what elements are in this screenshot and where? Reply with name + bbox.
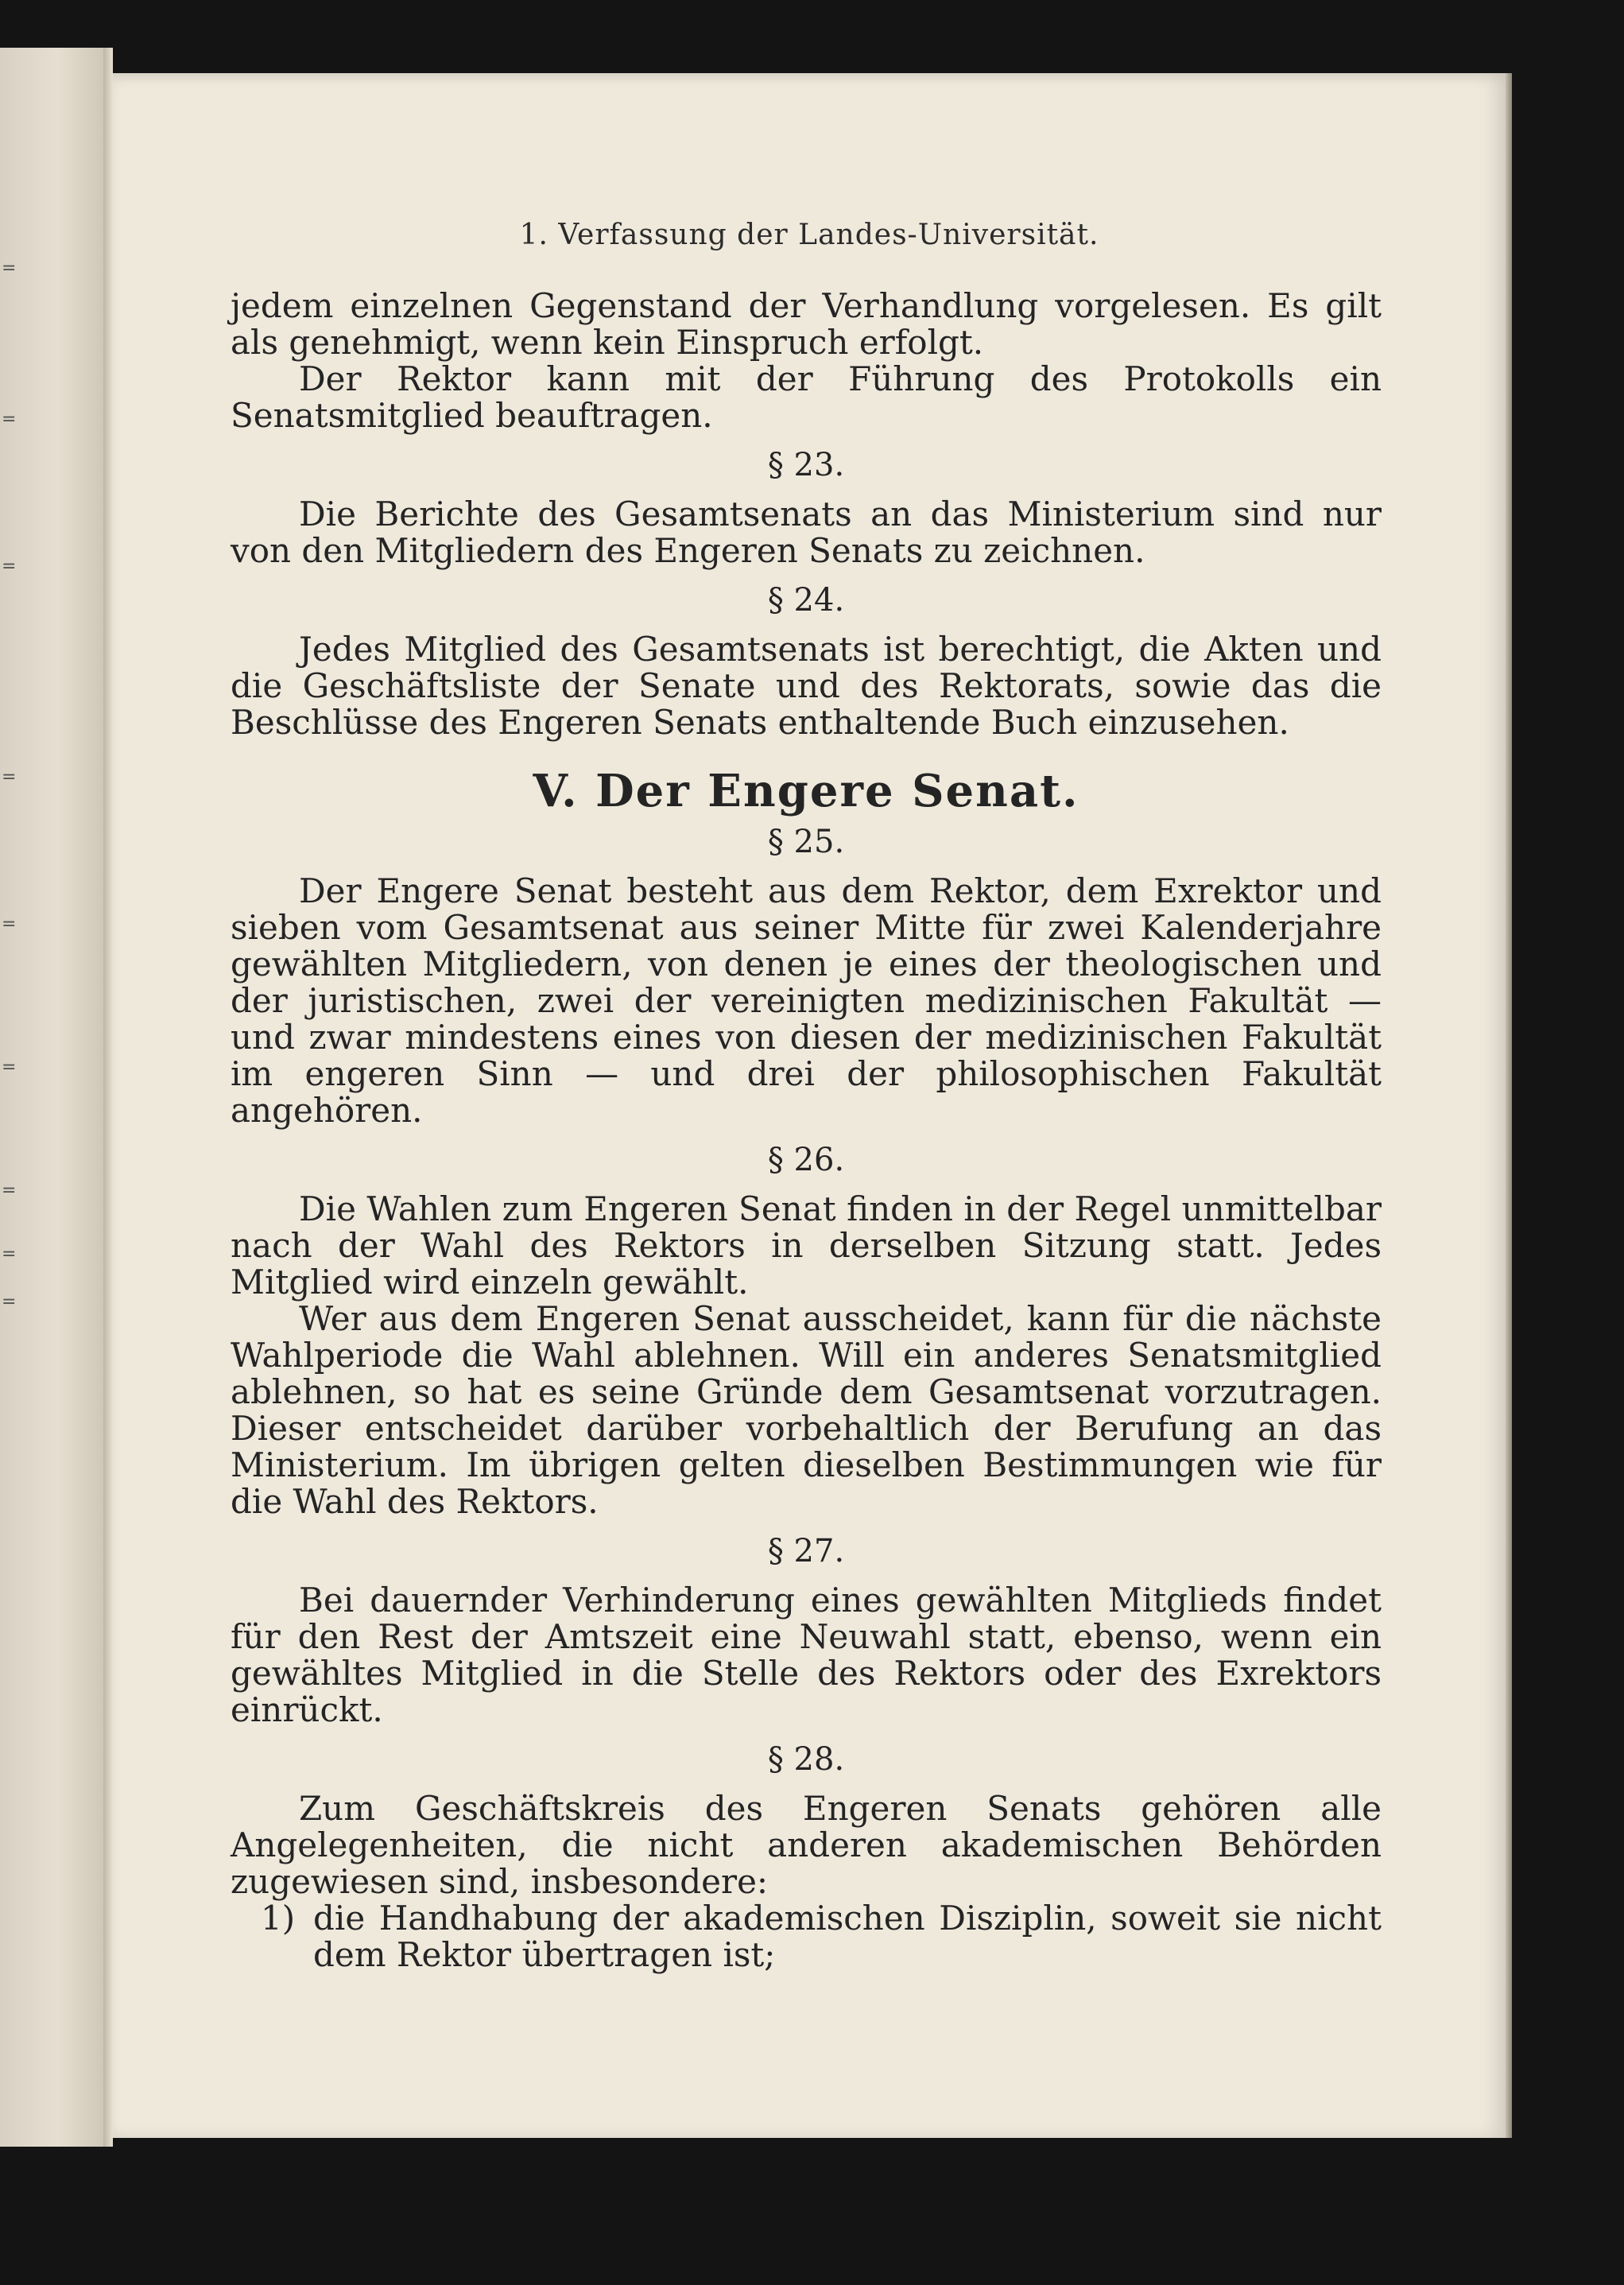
book-page bbox=[113, 73, 1506, 2138]
hyphen-mark: = bbox=[2, 914, 17, 934]
hyphen-mark: = bbox=[2, 1057, 17, 1077]
section-heading: § 27. bbox=[767, 1533, 845, 1569]
section-heading: § 26. bbox=[767, 1142, 845, 1178]
book-gutter bbox=[103, 48, 113, 2147]
hyphen-mark: = bbox=[2, 258, 17, 278]
list-item bbox=[231, 1900, 1382, 1973]
hyphen-mark: = bbox=[2, 1181, 17, 1201]
running-header: 1. Verfassung der Landes-Universität. bbox=[519, 219, 1099, 251]
page-body bbox=[231, 288, 1382, 1973]
hyphen-mark: = bbox=[2, 1244, 17, 1264]
paragraph: Wer aus dem Engeren Senat ausscheidet, kann für die nächste Wahlperiode die Wahl ablehnen. Will ein anderes Senatsmitglied ablehnen, so hat es seine Gründe dem Gesamtsenat vorzutragen. Dieser entscheidet darüber vorbehaltlich der Berufung an das Ministerium. Im übrigen gelten dieselben Bestimmungen wie für die Wahl des Rektors. bbox=[231, 1299, 1382, 1521]
hyphen-mark: = bbox=[2, 767, 17, 787]
section-heading: § 25. bbox=[767, 824, 845, 860]
list-item-number: 1) bbox=[261, 1899, 296, 1938]
paragraph: Der Engere Senat besteht aus dem Rektor, dem Exrektor und sieben vom Gesamtsenat aus seiner Mitte für zwei Kalenderjahre gewählten Mitgliedern, von denen je eines der theologischen und der juristischen, zwei der vereinigten medizinischen Fakultät — und zwar mindestens eines von diesen der medizinischen Fakultät im engeren Sinn — und drei der philosophischen Fakultät angehören. bbox=[231, 871, 1382, 1130]
hyphen-mark: = bbox=[2, 1292, 17, 1312]
paragraph: Der Rektor kann mit der Führung des Protokolls ein Senatsmitglied beauftragen. bbox=[231, 359, 1382, 435]
paragraph: Die Berichte des Gesamtsenats an das Ministerium sind nur von den Mitgliedern des Engeren Senats zu zeichnen. bbox=[231, 495, 1382, 570]
section-heading: § 28. bbox=[767, 1741, 845, 1778]
paragraph: jedem einzelnen Gegenstand der Verhandlung vorgelesen. Es gilt als genehmigt, wenn kein Einspruch erfolgt. bbox=[231, 286, 1382, 362]
section-heading: § 24. bbox=[767, 582, 845, 619]
section-heading: § 23. bbox=[767, 447, 845, 483]
facing-page-marks bbox=[2, 48, 17, 2147]
paragraph: Jedes Mitglied des Gesamtsenats ist berechtigt, die Akten und die Geschäftsliste der Senate und des Rektorats, sowie das die Beschlüsse des Engeren Senats enthaltende Buch einzusehen. bbox=[231, 630, 1382, 742]
hyphen-mark: = bbox=[2, 557, 17, 576]
paragraph: Die Wahlen zum Engeren Senat finden in der Regel unmittelbar nach der Wahl des Rektors in derselben Sitzung statt. Jedes Mitglied wird einzeln gewählt. bbox=[231, 1189, 1382, 1302]
paragraph: Bei dauernder Verhinderung eines gewählten Mitglieds findet für den Rest der Amtszeit eine Neuwahl statt, ebenso, wenn ein gewähltes Mitglied in die Stelle des Rektors oder des Exrektors einrückt. bbox=[231, 1581, 1382, 1729]
facing-page bbox=[0, 48, 103, 2147]
list-item-text: die Handhabung der akademischen Disziplin, soweit sie nicht dem Rektor übertragen ist; bbox=[313, 1899, 1382, 1974]
chapter-heading: V. Der Engere Senat. bbox=[533, 765, 1079, 817]
paragraph: Zum Geschäftskreis des Engeren Senats gehören alle Angelegenheiten, die nicht anderen akademischen Behörden zugewiesen sind, insbesondere: bbox=[231, 1789, 1382, 1901]
hyphen-mark: = bbox=[2, 409, 17, 429]
page-edge bbox=[1506, 73, 1512, 2138]
